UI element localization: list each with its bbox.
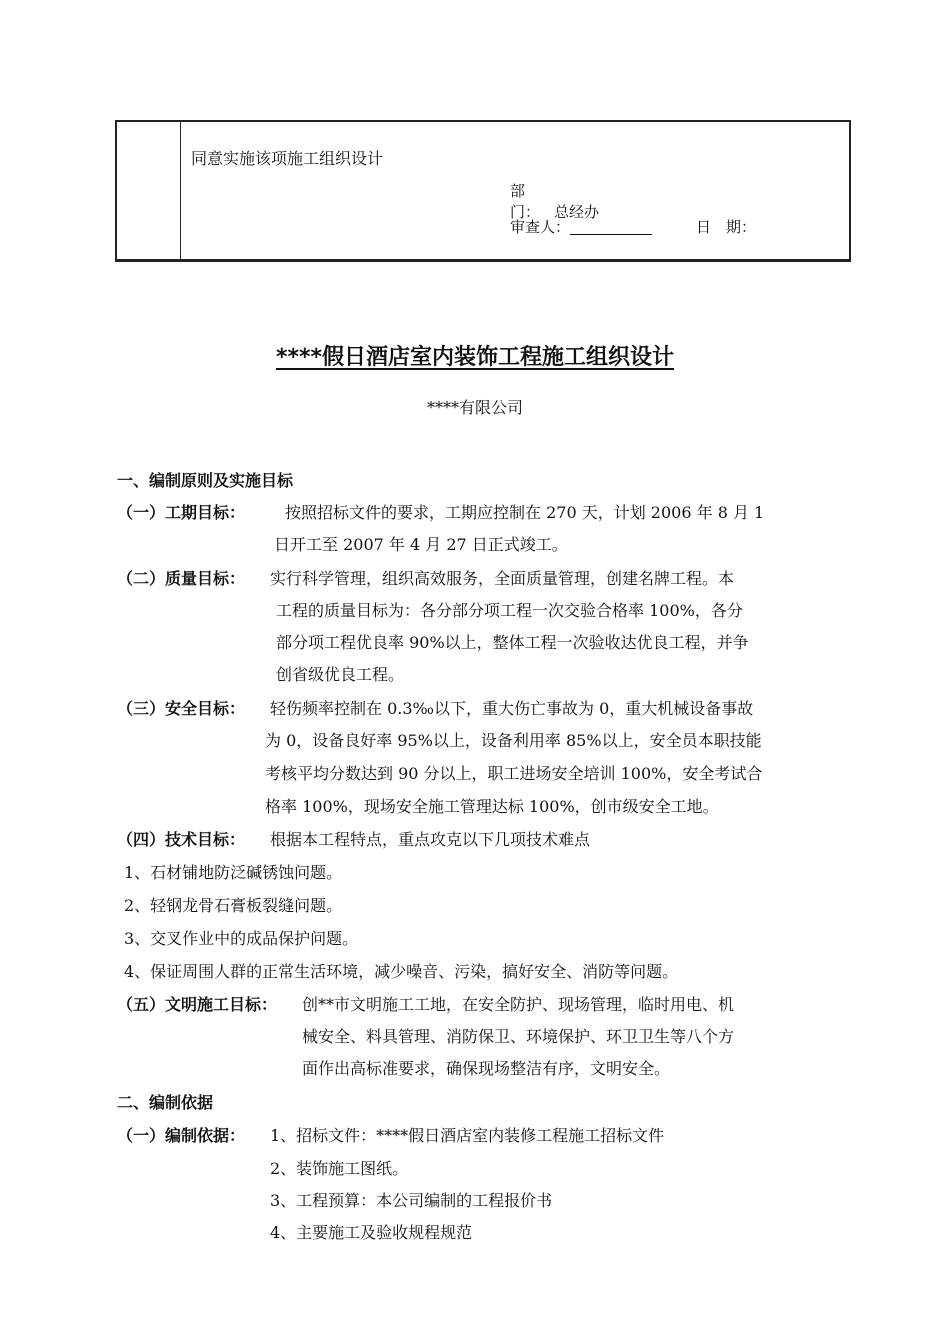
goal-3-text: 轻伤频率控制在 0.3‰以下，重大伤亡事故为 0，重大机械设备事故	[270, 699, 754, 718]
department-value: 总经办	[554, 203, 600, 221]
goal-3-text: 格率 100%，现场安全施工管理达标 100%，创市级安全工地。	[265, 797, 719, 816]
document-title: ****假日酒店室内装饰工程施工组织设计	[275, 345, 675, 370]
list-item: 2、装饰施工图纸。	[270, 1159, 409, 1178]
goal-1-text: 按照招标文件的要求，工期应控制在 270 天，计划 2006 年 8 月 1	[285, 503, 765, 522]
goal-5-text: 创**市文明施工工地，在安全防护、现场管理，临时用电、机	[302, 995, 735, 1014]
list-item: 4、主要施工及验收规程规范	[270, 1223, 473, 1242]
reviewer-label: 审查人：	[510, 218, 571, 236]
goal-3-label: （三）安全目标：	[117, 699, 246, 718]
date-label: 日 期：	[696, 218, 757, 236]
list-item: 1、石材铺地防泛碱锈蚀问题。	[124, 863, 343, 882]
goal-5-label: （五）文明施工目标：	[117, 995, 278, 1014]
reviewer-signature-line	[570, 218, 652, 235]
goal-2-text: 实行科学管理，组织高效服务，全面质量管理，创建名牌工程。本	[270, 569, 735, 588]
goal-3-text: 考核平均分数达到 90 分以上，职工进场安全培训 100%，安全考试合	[265, 764, 763, 783]
approval-opinion: 同意实施该项施工组织设计	[191, 149, 384, 168]
list-item: 1、招标文件：****假日酒店室内装修工程施工招标文件	[270, 1126, 665, 1145]
list-item: 3、工程预算：本公司编制的工程报价书	[270, 1191, 553, 1210]
department-label: 部 门：	[510, 182, 541, 221]
goal-5-text: 械安全、料具管理、消防保卫、环境保护、环卫卫生等八个方	[302, 1027, 735, 1046]
approval-label-cell	[117, 122, 181, 259]
goal-4-label: （四）技术目标：	[117, 830, 246, 849]
goal-2-text: 工程的质量目标为：各分部分项工程一次交验合格率 100%，各分	[276, 601, 743, 620]
goal-5-text: 面作出高标准要求，确保现场整洁有序，文明安全。	[302, 1059, 671, 1078]
approval-table	[115, 120, 851, 262]
list-item: 3、交叉作业中的成品保护问题。	[124, 929, 359, 948]
goal-2-text: 部分项工程优良率 90%以上，整体工程一次验收达优良工程，并争	[276, 633, 749, 652]
goal-2-text: 创省级优良工程。	[276, 665, 405, 684]
basis-label: （一）编制依据：	[117, 1126, 246, 1145]
goal-2-label: （二）质量目标：	[117, 569, 246, 588]
goal-4-text: 根据本工程特点，重点攻克以下几项技术难点	[270, 830, 591, 849]
reviewer-row	[510, 216, 756, 237]
goal-1-label: （一）工期目标：	[117, 503, 246, 522]
goal-1-text: 日开工至 2007 年 4 月 27 日正式竣工。	[274, 535, 568, 554]
list-item: 4、保证周围人群的正常生活环境，减少噪音、污染，搞好安全、消防等问题。	[124, 962, 679, 981]
company-name: ****有限公司	[426, 398, 523, 417]
section-1-heading: 一、编制原则及实施目标	[117, 471, 294, 490]
goal-3-text: 为 0，设备良好率 95%以上，设备利用率 85%以上，安全员本职技能	[265, 731, 762, 750]
list-item: 2、轻钢龙骨石膏板裂缝问题。	[124, 896, 343, 915]
section-2-heading: 二、编制依据	[117, 1093, 214, 1112]
